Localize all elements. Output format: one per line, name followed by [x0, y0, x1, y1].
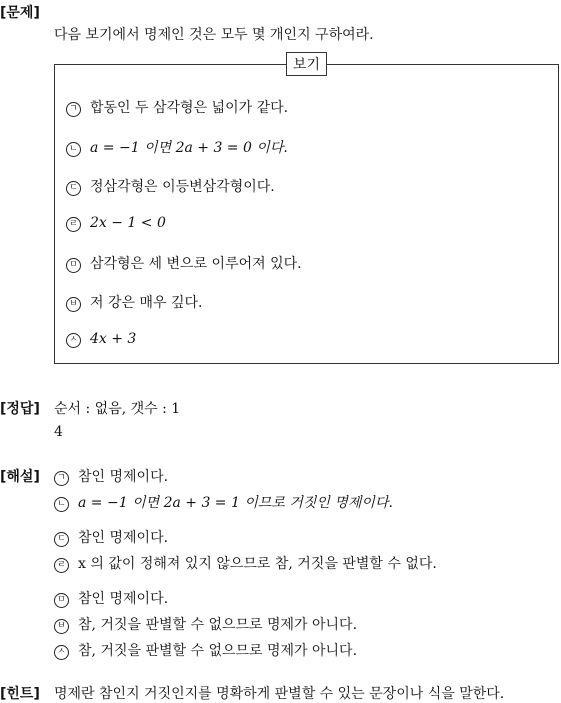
option-text: 삼각형은 세 변으로 이루어져 있다.: [90, 256, 302, 272]
marker-nieun: ㄴ: [54, 497, 69, 512]
option-text: 2x − 1 < 0: [90, 215, 166, 231]
explanation-item: [54, 553, 437, 573]
explanation-item: [54, 527, 168, 547]
option-text: 정삼각형은 이등변삼각형이다.: [90, 179, 275, 195]
explanation-item: [54, 492, 393, 512]
option-item: [66, 253, 302, 273]
answer-line1: 순서 : 없음, 갯수 : 1: [54, 401, 181, 417]
option-text: 4x + 3: [90, 331, 137, 347]
marker-siot: ㅅ: [66, 333, 81, 348]
explanation-text: 참, 거짓을 판별할 수 없으므로 명제가 아니다.: [78, 643, 358, 659]
option-item: [66, 97, 288, 117]
explanation-text: 참인 명제이다.: [78, 530, 169, 546]
marker-giyeok: ㄱ: [54, 471, 69, 486]
answer-line2: 4: [54, 424, 63, 440]
explanation-text: 참, 거짓을 판별할 수 없으므로 명제가 아니다.: [78, 617, 358, 633]
marker-bieup: ㅂ: [66, 297, 81, 312]
answer-tag: [정답]: [0, 401, 40, 417]
option-text: 저 강은 매우 깊다.: [90, 295, 203, 311]
explanation-item: [54, 588, 168, 608]
option-item: [66, 331, 136, 348]
explanation-text: a = −1 이면 2a + 3 = 1 이므로 거짓인 명제이다.: [78, 495, 393, 511]
explanation-text: x 의 값이 정해져 있지 않으므로 참, 거짓을 판별할 수 없다.: [78, 556, 437, 572]
explanation-text: 참인 명제이다.: [78, 591, 169, 607]
marker-mieum: ㅁ: [54, 593, 69, 608]
option-item: [66, 176, 275, 196]
marker-digeut: ㄷ: [66, 181, 81, 196]
marker-mieum: ㅁ: [66, 258, 81, 273]
marker-giyeok: ㄱ: [66, 102, 81, 117]
hint-tag: [힌트]: [0, 686, 40, 702]
explanation-item: [54, 466, 168, 486]
explanation-item: [54, 614, 357, 634]
hint-text: 명제란 참인지 거짓인지를 명확하게 판별할 수 있는 문장이나 식을 말한다.: [54, 686, 505, 702]
marker-nieun: ㄴ: [66, 142, 81, 157]
option-item: [66, 292, 202, 312]
explanation-text: 참인 명제이다.: [78, 469, 169, 485]
problem-tag: [문제]: [0, 5, 40, 21]
marker-bieup: ㅂ: [54, 619, 69, 634]
option-text: a = −1 이면 2a + 3 = 0 이다.: [90, 140, 288, 156]
option-text: 합동인 두 삼각형은 넓이가 같다.: [90, 100, 289, 116]
option-item: [66, 137, 288, 157]
option-item: [66, 215, 166, 232]
marker-digeut: ㄷ: [54, 532, 69, 547]
options-box-title: 보기: [286, 52, 327, 76]
marker-siot: ㅅ: [54, 645, 69, 660]
explanation-item: [54, 640, 357, 660]
explanation-tag: [해설]: [0, 469, 40, 485]
marker-rieul: ㄹ: [66, 217, 81, 232]
problem-question: 다음 보기에서 명제인 것은 모두 몇 개인지 구하여라.: [54, 27, 374, 43]
marker-rieul: ㄹ: [54, 558, 69, 573]
